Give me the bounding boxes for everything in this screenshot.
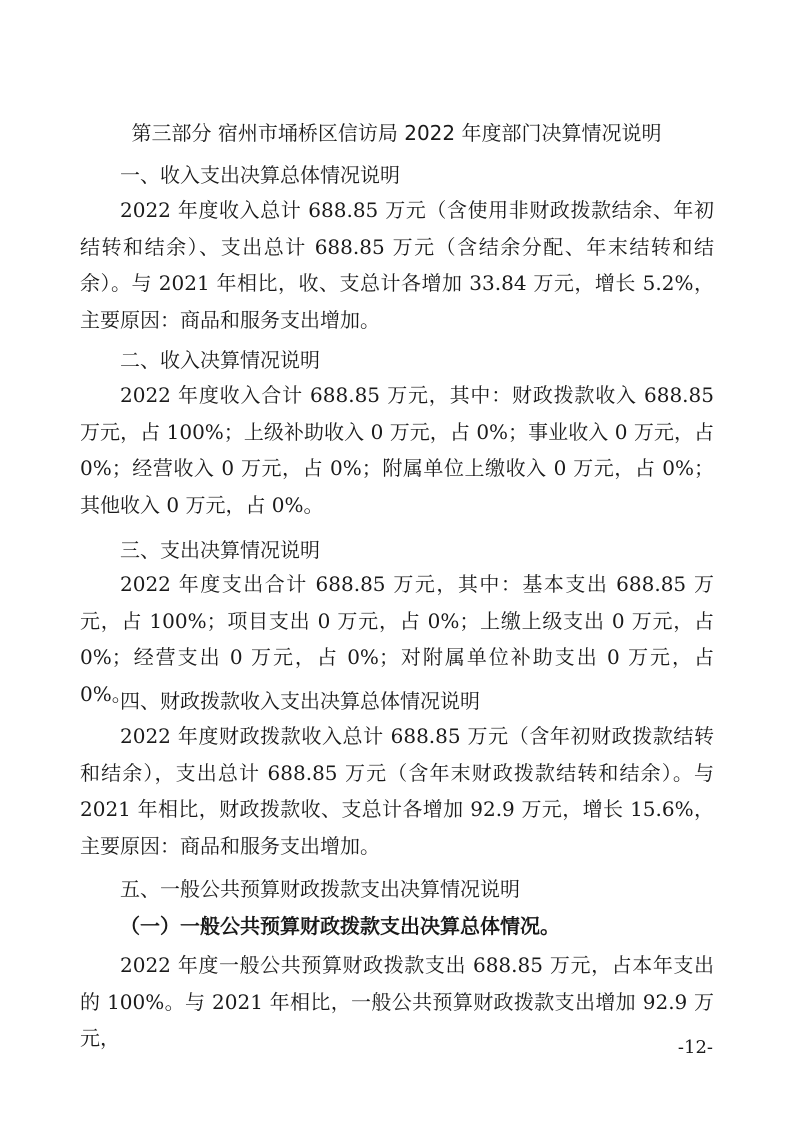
section-5-subheading: （一）一般公共预算财政拨款支出决算总体情况。 <box>120 914 560 938</box>
page-title: 第三部分 宿州市埇桥区信访局 2022 年度部门决算情况说明 <box>131 121 662 145</box>
section-1-paragraph: 2022 年度收入总计 688.85 万元（含使用非财政拨款结余、年初结转和结余）、支出总计 688.85 万元（含结余分配、年末结转和结余）。与 2021 年相比，收、支总计各增加 33.84 万元，增长 5.2%，主要原因：商品和服务支出增加。 <box>80 198 714 332</box>
section-2-heading: 二、收入决算情况说明 <box>120 348 320 372</box>
section-5-paragraph: 2022 年度一般公共预算财政拨款支出 688.85 万元，占本年支出的 100%。与 2021 年相比，一般公共预算财政拨款支出增加 92.9 万元， <box>80 953 714 1051</box>
page-number: -12- <box>677 1037 713 1058</box>
section-5-heading: 五、一般公共预算财政拨款支出决算情况说明 <box>120 877 520 901</box>
section-3-paragraph: 2022 年度支出合计 688.85 万元，其中：基本支出 688.85 万元，占 100%；项目支出 0 万元，占 0%；上缴上级支出 0 万元，占 0%；经营支出 0 万元，占 0%；对附属单位补助支出 0 万元，占 0%。 <box>80 572 714 706</box>
section-2-paragraph: 2022 年度收入合计 688.85 万元，其中：财政拨款收入 688.85 万元，占 100%；上级补助收入 0 万元，占 0%；事业收入 0 万元，占 0%；经营收入 0 万元，占 0%；附属单位上缴收入 0 万元，占 0%；其他收入 0 万元，占 0%。 <box>80 383 714 517</box>
section-3-heading: 三、支出决算情况说明 <box>120 538 320 562</box>
section-4-heading: 四、财政拨款收入支出决算总体情况说明 <box>120 689 480 713</box>
section-1-heading: 一、收入支出决算总体情况说明 <box>120 163 400 187</box>
section-4-paragraph: 2022 年度财政拨款收入总计 688.85 万元（含年初财政拨款结转和结余），支出总计 688.85 万元（含年末财政拨款结转和结余）。与 2021 年相比，财政拨款收、支总计各增加 92.9 万元，增长 15.6%，主要原因：商品和服务支出增加。 <box>80 724 714 858</box>
